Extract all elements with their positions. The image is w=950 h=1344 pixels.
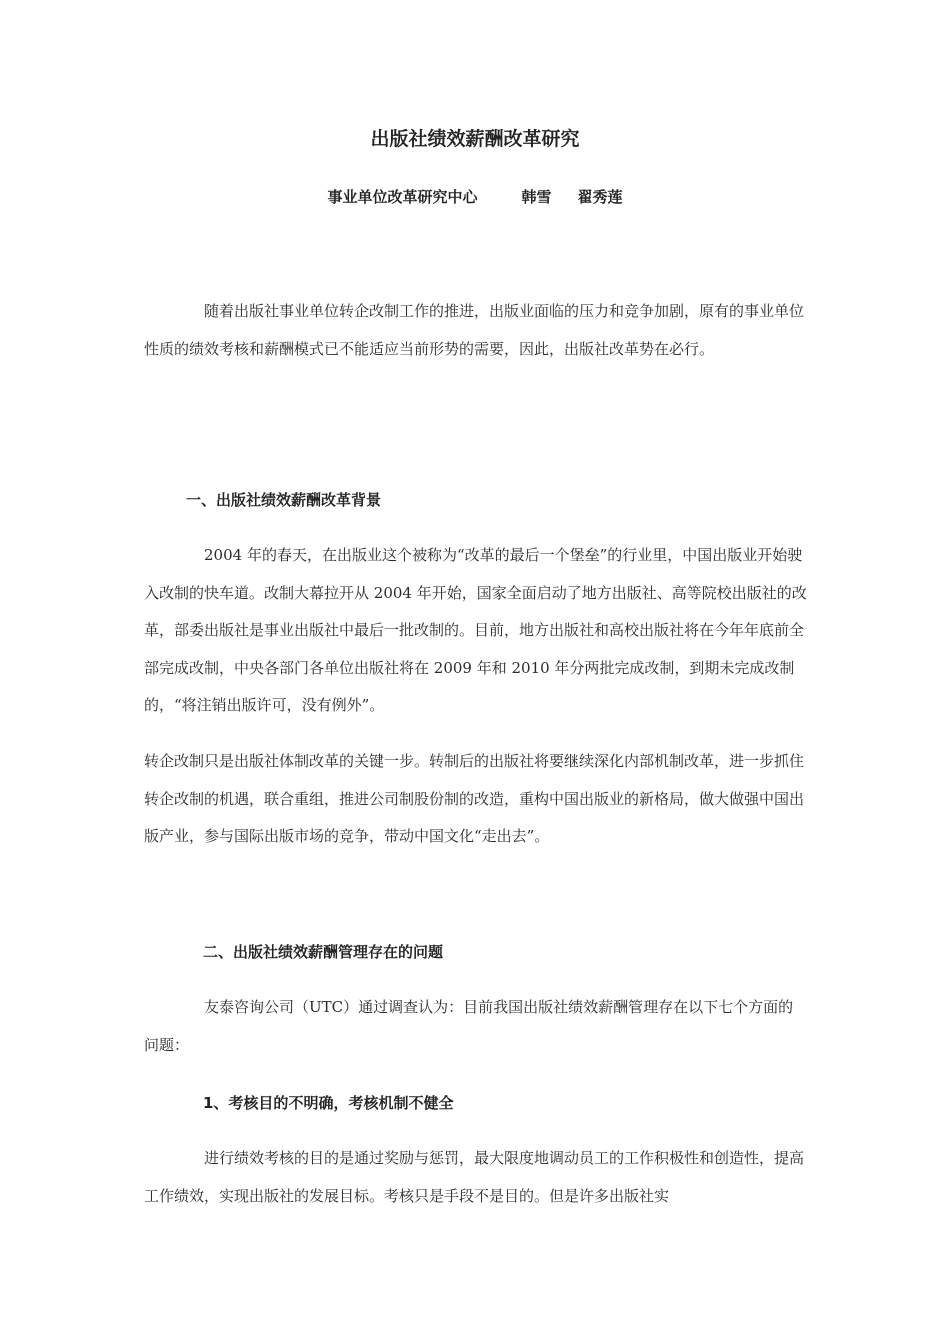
byline-organization: 事业单位改革研究中心 (327, 188, 478, 206)
section-2-subheading-1: 1、考核目的不明确，考核机制不健全 (203, 1094, 454, 1112)
section-2-paragraph-1: 友泰咨询公司（UTC）通过调查认为：目前我国出版社绩效薪酬管理存在以下七个方面的问题： (144, 998, 794, 1054)
intro-paragraph: 随着出版社事业单位转企改制工作的推进，出版业面临的压力和竞争加剧，原有的事业单位性质的绩效考核和薪酬模式已不能适应当前形势的需要，因此，出版社改革势在必行。 (144, 302, 805, 358)
section-2-heading: 二、出版社绩效薪酬管理存在的问题 (203, 943, 444, 961)
section-2-paragraph-2: 进行绩效考核的目的是通过奖励与惩罚，最大限度地调动员工的工作积极性和创造性，提高工作绩效，实现出版社的发展目标。考核只是手段不是目的。但是许多出版社实 (144, 1149, 805, 1205)
section-1-heading: 一、出版社绩效薪酬改革背景 (186, 491, 382, 509)
byline-author-1: 韩雪 (521, 188, 552, 206)
section-1-paragraph-1: 2004 年的春天，在出版业这个被称为“改革的最后一个堡垒”的行业里，中国出版业开始驶入改制的快车道。改制大幕拉开从 2004 年开始，国家全面启动了地方出版社、高等院校出版社的改革，部委出版社是事业出版社中最后一批改制的。目前，地方出版社和高校出版社将在今年年底前全部完成改制，中央各部门各单位出版社将在 2009 年和 2010 年分两批完成改制，到期未完成改制的，“将注销出版许可，没有例外”。 (144, 546, 807, 714)
section-1-paragraph-2: 转企改制只是出版社体制改革的关键一步。转制后的出版社将要继续深化内部机制改革，进一步抓住转企改制的机遇，联合重组，推进公司制股份制的改造，重构中国出版业的新格局，做大做强中国出版产业，参与国际出版市场的竞争，带动中国文化“走出去”。 (144, 752, 805, 845)
document-title: 出版社绩效薪酬改革研究 (370, 128, 580, 150)
byline (0, 186, 950, 207)
byline-author-2: 翟秀莲 (577, 188, 623, 206)
